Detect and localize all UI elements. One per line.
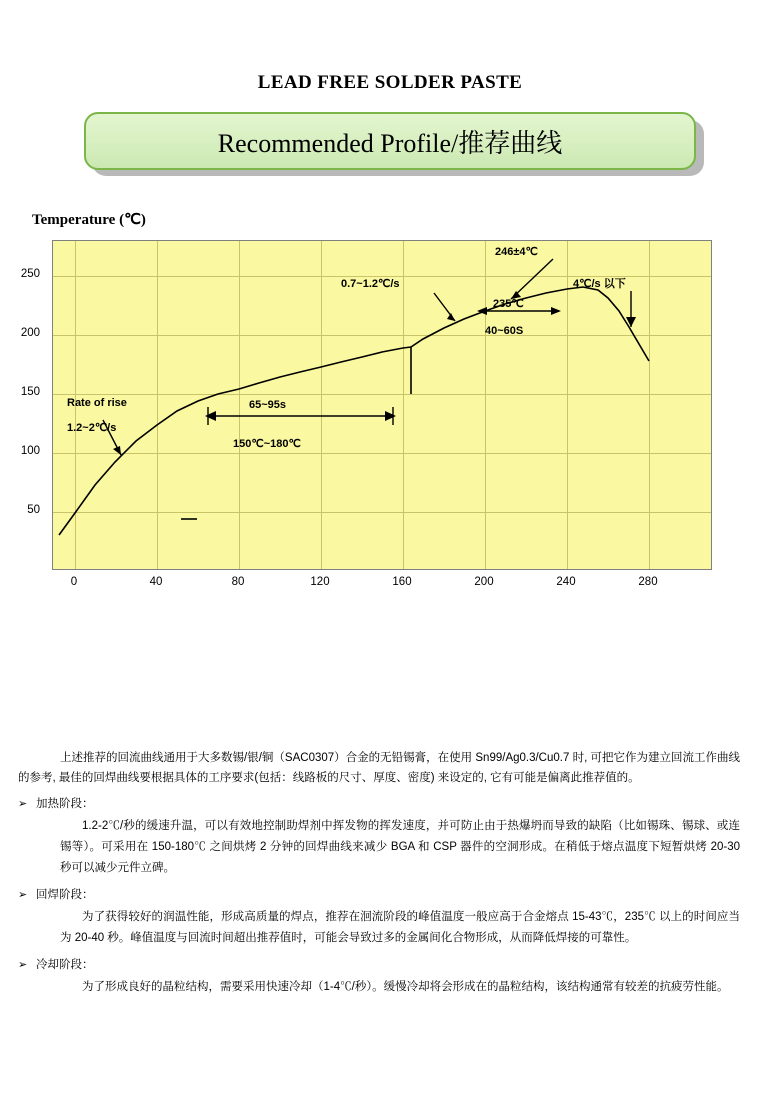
page-root [0,72,780,1103]
section-text-reflow: 为了获得较好的润温性能，形成高质量的焊点，推荐在洄流阶段的峰值温度一般应高于合金熔点 15-43℃，235℃ 以上的时间应当为 20-40 秒。峰值温度与回流时间超出推荐值时，可能会导致过多的金属间化合物形成，从而降低焊接的可靠性。 [60,911,740,944]
y-tick-100: 100 [20,445,40,457]
y-tick-150: 150 [20,386,40,398]
banner [84,112,696,172]
annotation-peak-temp: 246±4℃ [495,246,538,258]
section-heading-heating [18,794,780,814]
annotation-soak-temp: 150℃~180℃ [233,438,301,450]
x-tick-160: 160 [392,576,412,588]
y-tick-200: 200 [20,327,40,339]
description-body [0,748,780,998]
section-label-reflow: 回焊阶段： [36,889,94,901]
x-tick-40: 40 [149,576,163,588]
section-heading-cooling [18,955,780,975]
x-tick-0: 0 [70,576,78,588]
section-label-cooling: 冷却阶段： [36,959,94,971]
x-tick-280: 280 [638,576,658,588]
bullet-icon: ➢ [18,889,28,901]
annotation-rate-of-rise-label: Rate of rise [67,397,127,409]
annotation-rate-of-rise-value: 1.2~2℃/s [67,422,117,434]
intro-paragraph: 上述推荐的回流曲线通用于大多数锡/银/铜（SAC0307）合金的无铅锡膏，在使用 Sn99/Ag0.3/Cu0.7 时, 可把它作为建立回流工作曲线的参考, 最佳的回焊曲线要根据具体的工序要求(包括：线路板的尺寸、厚度、密度) 来设定的, 它有可能是偏离此推荐值的。 [18,752,740,784]
annotation-cooling-rate: 4℃/s 以下 [573,278,626,290]
chart-plot-area [52,240,712,570]
section-text-heating: 1.2-2℃/秒的缓速升温，可以有效地控制助焊剂中挥发物的挥发速度，并可防止由于热爆坍而导致的缺陷（比如锡珠、锡球、或连锡等）。可采用在 150-180℃ 之间烘烤 2 分钟的回焊曲线来减少 BGA 和 CSP 器件的空洞形成。在稍低于熔点温度下短暂烘烤 20-30 秒可以减少元件立碑。 [60,820,740,874]
bullet-icon: ➢ [18,798,28,810]
page-title: LEAD FREE SOLDER PASTE [257,72,523,93]
chart-y-axis-title: Temperature (℃) [32,212,146,228]
section-label-heating: 加热阶段： [36,798,94,810]
y-tick-250: 250 [20,268,40,280]
annotation-soak-time: 65~95s [249,399,287,411]
y-tick-50: 50 [27,504,40,516]
bullet-icon: ➢ [18,959,28,971]
section-text-cooling: 为了形成良好的晶粒结构，需要采用快速冷却（1-4℃/秒）。缓慢冷却将会形成在的晶粒结构，该结构通常有较差的抗疲劳性能。 [82,981,729,993]
x-tick-80: 80 [231,576,245,588]
annotation-tal-time: 40~60S [485,325,524,337]
annotation-liquidus-temp: 235℃ [493,298,524,310]
banner-box [84,112,696,170]
x-tick-120: 120 [310,576,330,588]
x-tick-200: 200 [474,576,494,588]
banner-label: Recommended Profile/推荐曲线 [217,128,563,158]
x-tick-240: 240 [556,576,576,588]
annotation-ramp-rate: 0.7~1.2℃/s [341,278,400,290]
section-heading-reflow [18,885,780,905]
reflow-profile-chart [0,202,780,632]
